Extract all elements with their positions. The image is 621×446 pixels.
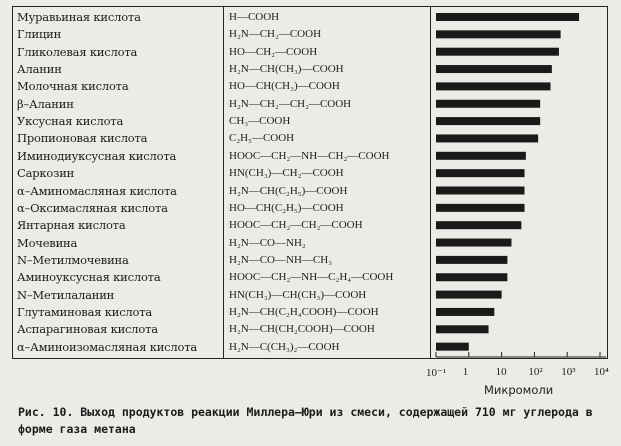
bar <box>436 325 489 333</box>
compound-formula: H₂N—CH(C₂H₄COOH)—COOH <box>229 305 379 318</box>
x-tick-label: 10⁴ <box>594 366 609 378</box>
compound-formula: HOOC—CH₂—NH—CH₂—COOH <box>229 149 390 162</box>
bar <box>436 82 551 90</box>
compound-name: Муравьиная кислота <box>17 10 141 24</box>
compound-name: Глицин <box>17 27 62 42</box>
bar <box>436 134 538 142</box>
compound-formula: HO—CH₂—COOH <box>229 45 318 58</box>
compound-formula: HO—CH(CH₃)—COOH <box>229 80 340 93</box>
compound-name: α–Аминомасляная кислота <box>17 183 177 198</box>
compound-name: Молочная кислота <box>17 79 129 94</box>
compound-name: Аминоуксусная кислота <box>17 270 161 285</box>
bar <box>436 273 507 281</box>
bar <box>436 117 540 125</box>
compound-name: Мочевина <box>17 235 78 250</box>
x-axis-label: Микромоли <box>484 383 554 397</box>
compound-name: β–Аланин <box>17 96 74 111</box>
x-tick-label: 10² <box>528 366 543 378</box>
compound-formula: H₂N—CH(C₂H₅)—COOH <box>229 184 348 197</box>
compound-name: Пропионовая кислота <box>17 131 148 146</box>
bar <box>436 152 526 160</box>
bar <box>436 221 521 229</box>
bar <box>436 169 525 177</box>
bar <box>436 65 552 73</box>
x-tick-label: 1 <box>462 366 469 378</box>
compound-name: Гликолевая кислота <box>17 44 138 59</box>
bar <box>436 48 559 56</box>
compound-name: Глутаминовая кислота <box>17 304 153 319</box>
compound-formula: H—COOH <box>229 11 280 23</box>
compound-formula: HN(CH₃)—CH(CH₃)—COOH <box>229 288 367 301</box>
compound-formula: H₂N—CH(CH₂COOH)—COOH <box>229 323 375 336</box>
compound-name: N–Метилмочевина <box>17 252 129 267</box>
bar <box>436 204 525 212</box>
compound-formula: HO—CH(C₂H₅)—COOH <box>229 201 344 214</box>
compound-name: α–Оксимасляная кислота <box>17 200 168 215</box>
compound-formula: H₂N—CH(CH₃)—COOH <box>229 63 344 76</box>
compound-formula: H₂N—CH₂—COOH <box>229 28 322 41</box>
bar <box>436 30 561 38</box>
compound-formula: HN(CH₃)—CH₂—COOH <box>229 167 344 180</box>
compound-formula: H₂N—CH₂—CH₂—COOH <box>229 97 352 110</box>
bar <box>436 239 511 247</box>
compound-formula: H₂N—CO—NH₂ <box>229 236 306 249</box>
compound-formula: HOOC—CH₂—NH—C₂H₄—COOH <box>229 271 394 284</box>
compound-name: Уксусная кислота <box>17 114 124 129</box>
compound-name: α–Аминоизомасляная кислота <box>17 339 198 354</box>
x-tick-label: 10 <box>495 366 507 378</box>
bar <box>436 13 579 21</box>
compound-name: Аспарагиновая кислота <box>17 322 158 337</box>
compound-name: Иминодиуксусная кислота <box>17 148 177 163</box>
compound-name: N–Метилаланин <box>17 287 115 302</box>
bar <box>436 343 469 351</box>
bar <box>436 291 502 299</box>
x-tick-label: 10³ <box>561 366 576 378</box>
compound-formula: H₂N—C(CH₃)₂—COOH <box>229 340 340 353</box>
bar <box>436 308 494 316</box>
compound-name: Саркозин <box>17 166 75 181</box>
compound-name: Аланин <box>17 62 62 77</box>
bar <box>436 256 507 264</box>
compound-formula: CH₃—COOH <box>229 115 291 128</box>
compound-formula: H₂N—CO—NH—CH₃ <box>229 253 333 266</box>
compound-formula: C₂H₅—COOH <box>229 132 295 145</box>
compound-name: Янтарная кислота <box>17 218 126 233</box>
compound-formula: HOOC—CH₂—CH₂—COOH <box>229 219 363 232</box>
bar <box>436 187 525 195</box>
bar <box>436 100 540 108</box>
x-tick-label: 10⁻¹ <box>426 367 447 379</box>
figure-caption: Рис. 10. Выход продуктов реакции Миллера—Юри из смеси, содержащей 710 мг углерода в форме газа метана <box>18 405 593 436</box>
